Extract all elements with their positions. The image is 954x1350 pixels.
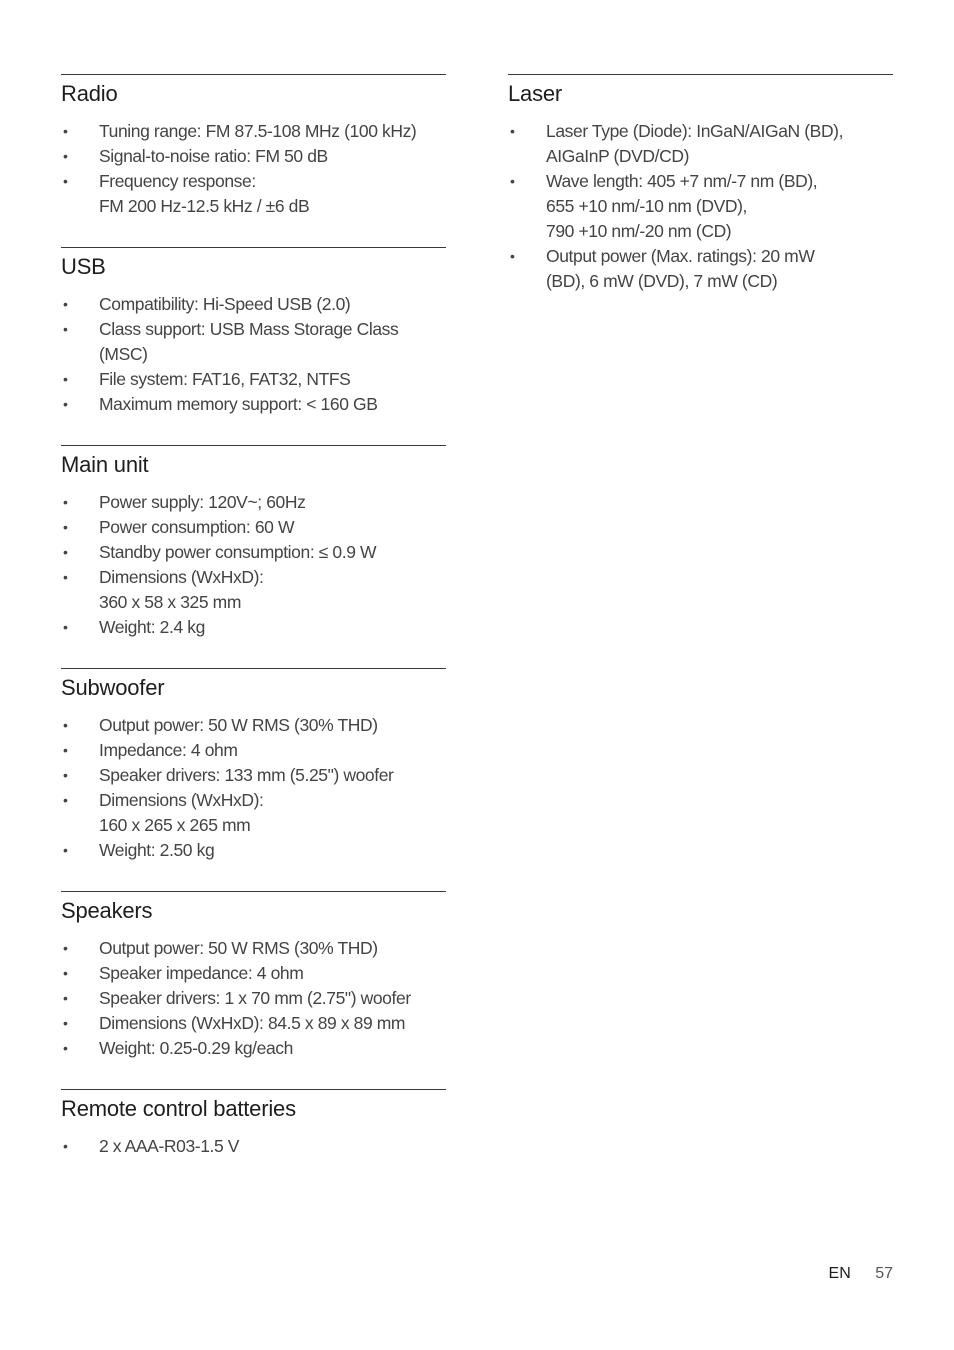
bullet-icon: •: [510, 248, 515, 264]
spec-text: Maximum memory support: < 160 GB: [99, 394, 378, 414]
spec-item: [61, 392, 446, 417]
section-speakers: [61, 891, 446, 1061]
spec-text: Power supply: 120V~; 60Hz: [99, 492, 306, 512]
spec-list: [61, 1134, 446, 1159]
bullet-icon: •: [63, 544, 68, 560]
spec-text: Compatibility: Hi-Speed USB (2.0): [99, 294, 351, 314]
bullet-icon: •: [63, 842, 68, 858]
section-title: USB: [61, 254, 106, 279]
bullet-icon: •: [63, 1015, 68, 1031]
section-subwoofer: [61, 668, 446, 863]
bullet-icon: •: [63, 990, 68, 1006]
spec-item: [61, 515, 446, 540]
spec-text: Standby power consumption: ≤ 0.9 W: [99, 542, 377, 562]
page-footer: [829, 1265, 893, 1283]
spec-text: 360 x 58 x 325 mm: [99, 592, 242, 612]
spec-item: [61, 565, 446, 615]
spec-text: Speaker impedance: 4 ohm: [99, 963, 304, 983]
spec-text: 2 x AAA-R03-1.5 V: [99, 1136, 240, 1156]
section-title: Speakers: [61, 898, 153, 923]
spec-item: [508, 169, 893, 244]
bullet-icon: •: [63, 965, 68, 981]
spec-item: [61, 119, 446, 144]
left-column: [61, 74, 446, 1187]
spec-text: Wave length: 405 +7 nm/-7 nm (BD),: [546, 171, 818, 191]
spec-item: [61, 1011, 446, 1036]
spec-list: [61, 490, 446, 640]
spec-item: [61, 788, 446, 838]
spec-item: [61, 615, 446, 640]
spec-text: Dimensions (WxHxD):: [99, 790, 264, 810]
spec-item: [61, 713, 446, 738]
spec-text: File system: FAT16, FAT32, NTFS: [99, 369, 351, 389]
spec-text: Speaker drivers: 133 mm (5.25") woofer: [99, 765, 394, 785]
spec-text: 655 +10 nm/-10 nm (DVD),: [546, 196, 747, 216]
spec-text: Weight: 0.25-0.29 kg/each: [99, 1038, 293, 1058]
spec-text: Class support: USB Mass Storage Class: [99, 319, 399, 339]
spec-item: [61, 763, 446, 788]
bullet-icon: •: [510, 123, 515, 139]
spec-text: FM 200 Hz-12.5 kHz / ±6 dB: [99, 196, 310, 216]
section-radio: [61, 74, 446, 219]
page-number: 57: [875, 1265, 893, 1282]
bullet-icon: •: [63, 767, 68, 783]
spec-item: [508, 119, 893, 169]
spec-list: [61, 119, 446, 219]
spec-list: [61, 936, 446, 1061]
spec-list: [61, 292, 446, 417]
bullet-icon: •: [63, 717, 68, 733]
spec-item: [61, 317, 446, 367]
spec-text: Impedance: 4 ohm: [99, 740, 238, 760]
spec-text: 790 +10 nm/-20 nm (CD): [546, 221, 732, 241]
section-title: Subwoofer: [61, 675, 165, 700]
bullet-icon: •: [63, 123, 68, 139]
bullet-icon: •: [63, 321, 68, 337]
bullet-icon: •: [510, 173, 515, 189]
spec-text: Weight: 2.50 kg: [99, 840, 215, 860]
spec-item: [61, 169, 446, 219]
spec-text: Tuning range: FM 87.5-108 MHz (100 kHz): [99, 121, 417, 141]
spec-text: Laser Type (Diode): InGaN/AIGaN (BD),: [546, 121, 844, 141]
bullet-icon: •: [63, 494, 68, 510]
spec-text: Dimensions (WxHxD): 84.5 x 89 x 89 mm: [99, 1013, 406, 1033]
section-main-unit: [61, 445, 446, 640]
spec-item: [61, 738, 446, 763]
spec-item: [61, 936, 446, 961]
spec-item: [61, 490, 446, 515]
spec-item: [61, 367, 446, 392]
spec-text: Output power (Max. ratings): 20 mW: [546, 246, 815, 266]
section-remote-control-batteries: [61, 1089, 446, 1159]
section-usb: [61, 247, 446, 417]
bullet-icon: •: [63, 1138, 68, 1154]
bullet-icon: •: [63, 792, 68, 808]
section-laser: [508, 74, 893, 294]
spec-text: Signal-to-noise ratio: FM 50 dB: [99, 146, 328, 166]
spec-text: Power consumption: 60 W: [99, 517, 295, 537]
spec-item: [61, 986, 446, 1011]
language-label: EN: [828, 1265, 851, 1282]
section-title: Remote control batteries: [61, 1096, 296, 1121]
section-title: Radio: [61, 81, 118, 106]
spec-item: [61, 292, 446, 317]
bullet-icon: •: [63, 742, 68, 758]
spec-item: [61, 540, 446, 565]
bullet-icon: •: [63, 148, 68, 164]
bullet-icon: •: [63, 619, 68, 635]
section-title: Main unit: [61, 452, 149, 477]
spec-item: [61, 1134, 446, 1159]
bullet-icon: •: [63, 396, 68, 412]
section-title: Laser: [508, 81, 563, 106]
spec-text: AIGaInP (DVD/CD): [546, 146, 690, 166]
spec-text: 160 x 265 x 265 mm: [99, 815, 251, 835]
bullet-icon: •: [63, 173, 68, 189]
spec-text: Speaker drivers: 1 x 70 mm (2.75") woofer: [99, 988, 411, 1008]
spec-item: [61, 1036, 446, 1061]
spec-list: [61, 713, 446, 863]
bullet-icon: •: [63, 371, 68, 387]
spec-text: Output power: 50 W RMS (30% THD): [99, 938, 378, 958]
bullet-icon: •: [63, 1040, 68, 1056]
spec-item: [61, 838, 446, 863]
right-column: [508, 74, 893, 322]
spec-text: Output power: 50 W RMS (30% THD): [99, 715, 378, 735]
spec-item: [61, 961, 446, 986]
spec-text: (MSC): [99, 344, 148, 364]
spec-text: Frequency response:: [99, 171, 256, 191]
bullet-icon: •: [63, 519, 68, 535]
spec-text: (BD), 6 mW (DVD), 7 mW (CD): [546, 271, 778, 291]
spec-item: [508, 244, 893, 294]
bullet-icon: •: [63, 296, 68, 312]
bullet-icon: •: [63, 940, 68, 956]
spec-list: [508, 119, 893, 294]
spec-item: [61, 144, 446, 169]
bullet-icon: •: [63, 569, 68, 585]
spec-text: Dimensions (WxHxD):: [99, 567, 264, 587]
spec-text: Weight: 2.4 kg: [99, 617, 205, 637]
